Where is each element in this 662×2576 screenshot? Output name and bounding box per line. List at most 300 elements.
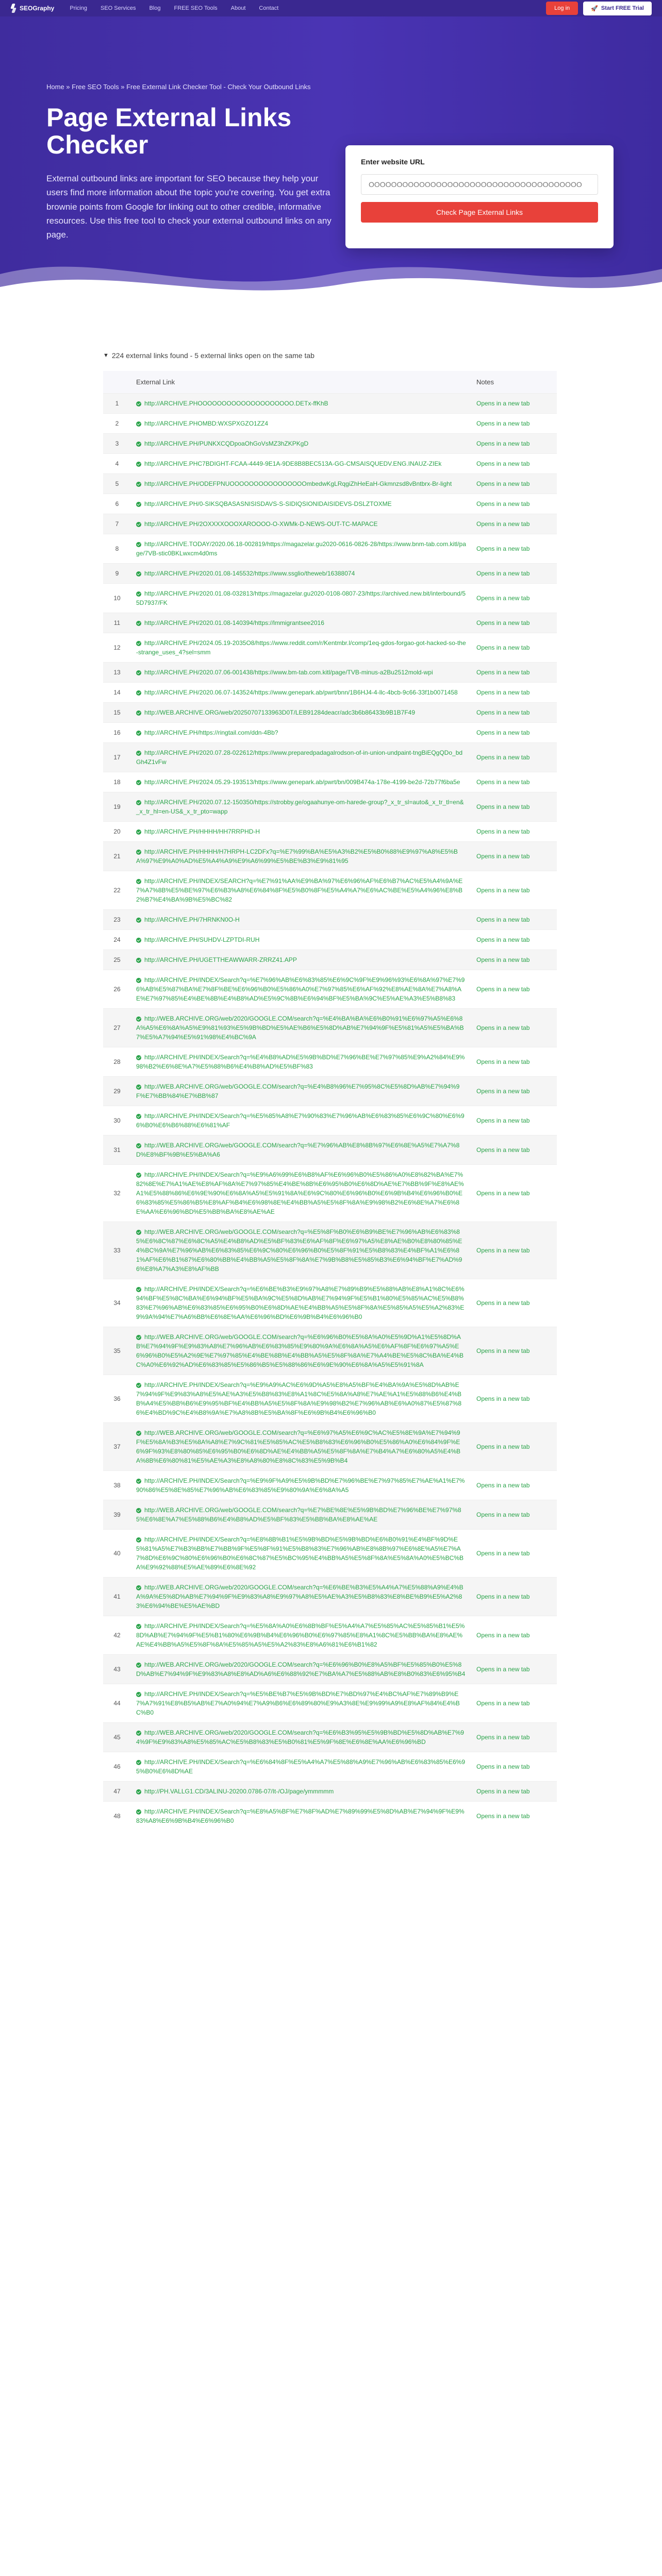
row-number: 45 <box>103 1723 131 1752</box>
external-link-cell <box>131 1500 471 1530</box>
row-number: 12 <box>103 633 131 663</box>
link-note: Opens in a new tab <box>471 792 557 822</box>
external-link-cell <box>131 1530 471 1578</box>
row-number: 21 <box>103 842 131 871</box>
link-note: Opens in a new tab <box>471 683 557 703</box>
check-circle-icon <box>136 522 141 527</box>
external-link-cell <box>131 1165 471 1222</box>
external-link-cell <box>131 1077 471 1106</box>
external-link[interactable]: http://WEB.ARCHIVE.ORG/web/GOOGLE.COM/search?q=%E7%BE%8E%E5%9B%BD%E7%96%BE%E7%97%85%E6%8E%A7%E5%88%B6%E4%B8%AD%E5%BF%83%E5%BB%BA%E8%AE%AE <box>136 1506 461 1523</box>
check-circle-icon <box>136 482 141 487</box>
external-link-cell <box>131 1578 471 1616</box>
external-link-cell <box>131 1047 471 1077</box>
column-header-notes: Notes <box>471 371 557 394</box>
logo-icon <box>10 4 16 13</box>
link-note: Opens in a new tab <box>471 1500 557 1530</box>
external-link-cell <box>131 613 471 633</box>
check-circle-icon <box>136 958 141 963</box>
table-row <box>103 1684 557 1723</box>
external-link-cell <box>131 683 471 703</box>
check-circle-icon <box>136 1143 141 1148</box>
external-link-cell <box>131 723 471 743</box>
external-link-cell <box>131 1616 471 1655</box>
login-button[interactable]: Log in <box>546 2 578 15</box>
check-circle-icon <box>136 542 141 547</box>
check-circle-icon <box>136 751 141 756</box>
external-link[interactable]: http://ARCHIVE.PH/https://ringtail.com/ddn-4Bb? <box>144 729 278 736</box>
table-row <box>103 871 557 910</box>
external-link[interactable]: http://ARCHIVE.PH/2020.06.07-143524/https://www.genepark.ab/pwrt/bnn/1B6HJ4-4-llc-4bcb-9c66-33f1b0071458 <box>144 689 458 696</box>
table-row <box>103 683 557 703</box>
link-note: Opens in a new tab <box>471 613 557 633</box>
external-link[interactable]: http://ARCHIVE.PH/INDEX/Search?q=%E5%8A%A0%E6%8B%BF%E5%A4%A7%E5%85%AC%E5%85%B1%E5%8D%AB%E7%94%9F%E5%B1%80%E6%9B%B4%E6%96%B0%E6%97%85%E8%A1%8C%E5%BB%BA%E8%AE%AE%E4%BB%A5%E5%8F%8A%E5%85%A5%E5%A2%83%E8%A6%81%E6%B1%82 <box>136 1622 465 1648</box>
link-note: Opens in a new tab <box>471 871 557 910</box>
external-link[interactable]: http://ARCHIVE.PH/INDEX/Search?q=%E8%A5%BF%E7%8F%AD%E7%89%99%E5%8D%AB%E7%94%9F%E9%83%A8%E6%9B%B4%E6%96%B0 <box>136 1808 465 1824</box>
nav-actions <box>546 2 652 15</box>
check-circle-icon <box>136 1537 141 1543</box>
external-link-cell <box>131 434 471 454</box>
external-link-cell <box>131 1655 471 1684</box>
table-row <box>103 474 557 494</box>
external-link-cell <box>131 743 471 772</box>
external-link[interactable]: http://ARCHIVE.PH/INDEX/Search?q=%E6%BE%B3%E9%97%A8%E7%89%B9%E5%88%AB%E8%A1%8C%E6%94%BF%E5%8C%BA%E6%94%BF%E5%BA%9C%E5%8D%AB%E7%94%9F%E5%B1%80%E5%85%AC%E5%B8%83%E7%96%AB%E6%83%85%E6%95%B0%E6%8D%AE%E4%BB%A5%E5%8F%8A%E5%85%A5%E5%A2%83%E9%9A%94%E7%A6%BB%E6%8E%AA%E6%96%BD%E6%9B%B4%E6%96%B0 <box>136 1285 465 1320</box>
table-row <box>103 792 557 822</box>
link-note: Opens in a new tab <box>471 1684 557 1723</box>
check-circle-icon <box>136 591 141 597</box>
link-note: Opens in a new tab <box>471 1655 557 1684</box>
row-number: 5 <box>103 474 131 494</box>
external-link-cell <box>131 1423 471 1471</box>
table-row <box>103 1106 557 1136</box>
link-note: Opens in a new tab <box>471 454 557 474</box>
external-link[interactable]: http://ARCHIVE.PH/ODEFPNUOOOOOOOOOOOOOOOOmbedwKgLRqgiZhHeEaH-Gkmnzsd8vBntbrx-Br-light <box>144 480 452 487</box>
table-row <box>103 1047 557 1077</box>
table-row <box>103 1165 557 1222</box>
link-note: Opens in a new tab <box>471 743 557 772</box>
external-link[interactable]: http://WEB.ARCHIVE.ORG/web/2020/GOOGLE.COM/search?q=%E4%BA%BA%E6%B0%91%E6%97%A5%E6%8A%A5%E6%8A%A5%E9%81%93%E5%9B%BD%E5%AE%B6%E5%8D%AB%E7%94%9F%E5%81%A5%E5%BA%B7%E5%A7%94%E5%91%98%E4%BC%9A <box>136 1015 464 1041</box>
external-link[interactable]: http://ARCHIVE.PH/INDEX/Search?q=%E9%A9%AC%E6%9D%A5%E8%A5%BF%E4%BA%9A%E5%8D%AB%E7%94%9F%E9%83%A8%E5%AE%A3%E5%B8%83%E8%A1%8C%E5%8A%A8%E7%AE%A1%E5%88%B6%E4%BB%A4%E5%BB%B6%E9%95%BF%E4%BB%A5%E5%8F%8A%E9%98%B2%E7%96%AB%E6%A0%87%E5%87%86%E4%BD%9C%E4%B8%9A%E7%A8%8B%E5%BA%8F%E6%9B%B4%E6%96%B0 <box>136 1381 462 1416</box>
nav-link-about[interactable]: About <box>230 5 246 11</box>
external-link[interactable]: http://WEB.ARCHIVE.ORG/web/2020/GOOGLE.COM/search?q=%E6%BE%B3%E5%A4%A7%E5%88%A9%E4%BA%9A%E5%8D%AB%E7%94%9F%E9%83%A8%E9%97%A8%E5%AE%A3%E5%B8%83%E8%BE%B9%E5%A2%83%E6%94%BE%E5%AE%BD <box>136 1584 464 1609</box>
external-link-cell <box>131 1802 471 1831</box>
link-note: Opens in a new tab <box>471 1165 557 1222</box>
row-number: 31 <box>103 1136 131 1165</box>
check-circle-icon <box>136 442 141 447</box>
check-circle-icon <box>136 1016 141 1022</box>
external-link-cell <box>131 663 471 683</box>
row-number: 6 <box>103 494 131 514</box>
external-link[interactable]: http://ARCHIVE.PH/HHHH/H7HRPH-LC2DFx?q=%E7%99%BA%E5%A3%B2%E5%B0%88%E9%97%A8%E5%BA%97%E9%A0%AD%E5%A4%A9%E9%A6%99%E5%BE%B3%E9%81%95 <box>136 848 458 865</box>
hero-section <box>0 16 662 305</box>
table-row <box>103 414 557 434</box>
check-circle-icon <box>136 1287 141 1292</box>
start-trial-label: Start FREE Trial <box>601 5 644 11</box>
external-link[interactable]: http://ARCHIVE.PH/2020.07.28-022612/https://www.preparedpadagalrodson-of-in-union-undpaint-tngBiEQgQDo_bdGh4Z1vFw <box>136 749 463 766</box>
check-circle-icon <box>136 1055 141 1060</box>
link-note: Opens in a new tab <box>471 1375 557 1423</box>
external-link-cell <box>131 1106 471 1136</box>
table-row <box>103 613 557 633</box>
nav-link-free-seo-tools[interactable]: FREE SEO Tools <box>174 5 218 11</box>
check-circle-icon <box>136 670 141 675</box>
link-note: Opens in a new tab <box>471 534 557 564</box>
top-navigation-bar <box>0 0 662 16</box>
link-note: Opens in a new tab <box>471 564 557 584</box>
link-note: Opens in a new tab <box>471 434 557 454</box>
external-link-cell <box>131 633 471 663</box>
link-note: Opens in a new tab <box>471 910 557 930</box>
external-link[interactable]: http://WEB.ARCHIVE.ORG/web/GOOGLE.COM/search?q=%E4%B8%96%E7%95%8C%E5%8D%AB%E7%94%9F%E7%BB%84%E7%BB%87 <box>136 1083 460 1099</box>
link-note: Opens in a new tab <box>471 494 557 514</box>
nav-link-contact[interactable]: Contact <box>259 5 279 11</box>
table-row <box>103 633 557 663</box>
link-note: Opens in a new tab <box>471 723 557 743</box>
check-circle-icon <box>136 1585 141 1590</box>
external-link[interactable]: http://WEB.ARCHIVE.ORG/web/GOOGLE.COM/search?q=%E5%8F%B0%E6%B9%BE%E7%96%AB%E6%83%85%E6%8C%87%E6%8C%A5%E4%B8%AD%E5%BF%83%E6%AF%8F%E6%97%A5%E8%AE%B0%E8%80%85%E4%BC%9A%E7%96%AB%E6%83%85%E6%9C%80%E6%96%B0%E5%8F%91%E5%B8%83%E4%BF%A1%E6%81%AF%E6%B1%87%E6%80%BB%E4%BB%A5%E5%8F%8A%E7%9B%B8%E5%85%B3%E6%94%BF%E7%AD%96%E8%A7%A3%E8%AF%BB <box>136 1228 462 1273</box>
row-number: 35 <box>103 1327 131 1375</box>
table-row <box>103 1752 557 1782</box>
table-row <box>103 1327 557 1375</box>
check-circle-icon <box>136 780 141 785</box>
check-circle-icon <box>136 502 141 507</box>
link-note: Opens in a new tab <box>471 1471 557 1500</box>
row-number: 18 <box>103 772 131 792</box>
external-link[interactable]: http://ARCHIVE.PH/INDEX/Search?q=%E7%96%AB%E6%83%85%E6%9C%9F%E9%96%93%E6%8A%97%E7%96%AB%E5%87%BA%E7%8F%BE%E6%96%B0%E5%86%A0%E7%97%85%E6%AF%92%E8%AE%8A%E7%A8%AE%E7%97%85%E4%BE%8B%E4%B8%AD%E5%9C%8B%E6%94%BF%E5%BA%9C%E5%AE%A3%E5%B8%83 <box>136 976 465 1002</box>
check-circle-icon <box>136 850 141 855</box>
external-link-cell <box>131 910 471 930</box>
external-link-cell <box>131 1222 471 1279</box>
link-note: Opens in a new tab <box>471 663 557 683</box>
row-number: 22 <box>103 871 131 910</box>
check-circle-icon <box>136 401 141 406</box>
row-number: 19 <box>103 792 131 822</box>
url-field-label: Enter website URL <box>361 158 425 166</box>
table-row <box>103 584 557 613</box>
link-note: Opens in a new tab <box>471 1106 557 1136</box>
check-circle-icon <box>136 879 141 884</box>
check-circle-icon <box>136 1663 141 1668</box>
breadcrumb[interactable]: Home » Free SEO Tools » Free External Link Checker Tool - Check Your Outbound Links <box>46 83 311 91</box>
table-row <box>103 534 557 564</box>
row-number: 46 <box>103 1752 131 1782</box>
external-link[interactable]: http://WEB.ARCHIVE.ORG/web/2020/GOOGLE.COM/search?q=%E6%96%B0%E8%A5%BF%E5%85%B0%E5%8D%AB%E7%94%9F%E9%83%A8%E8%AD%A6%E6%88%92%E7%BA%A7%E5%88%AB%E8%B0%83%E6%95%B4 <box>136 1661 466 1677</box>
check-circle-icon <box>136 918 141 923</box>
row-number: 27 <box>103 1009 131 1047</box>
link-note: Opens in a new tab <box>471 822 557 842</box>
check-circle-icon <box>136 731 141 736</box>
check-circle-icon <box>136 938 141 943</box>
row-number: 2 <box>103 414 131 434</box>
external-link[interactable]: http://ARCHIVE.PH/HHHH/HH7RRPHD-H <box>144 828 260 835</box>
external-link[interactable]: http://ARCHIVE.PHOOOOOOOOOOOOOOOOOOOO.DETx-ffKhB <box>144 400 328 407</box>
link-note: Opens in a new tab <box>471 970 557 1009</box>
nav-link-blog[interactable]: Blog <box>149 5 161 11</box>
external-link-cell <box>131 842 471 871</box>
table-row <box>103 1009 557 1047</box>
external-link-cell <box>131 950 471 970</box>
table-row <box>103 822 557 842</box>
check-circle-icon <box>136 1230 141 1235</box>
external-link[interactable]: http://ARCHIVE.PH/SUHDV-LZPTDI-RUH <box>144 936 260 943</box>
table-row <box>103 1782 557 1802</box>
external-link-cell <box>131 1279 471 1327</box>
link-note: Opens in a new tab <box>471 1616 557 1655</box>
check-circle-icon <box>136 571 141 577</box>
link-note: Opens in a new tab <box>471 414 557 434</box>
external-link[interactable]: http://WEB.ARCHIVE.ORG/web/20250707133963D0T/LEB91284deacr/adc3b6b86433b9B1B7F49 <box>144 709 416 716</box>
collapse-triangle-icon: ▼ <box>103 352 109 359</box>
external-link-cell <box>131 1782 471 1802</box>
external-link[interactable]: http://ARCHIVE.PH/UGETTHEAWWARR-ZRRZ41.APP <box>144 956 297 963</box>
hero-text-column <box>46 82 335 250</box>
external-link-cell <box>131 792 471 822</box>
external-link[interactable]: http://ARCHIVE.PH/2020.07.12-150350/https://strobby.ge/ogaahunye-om-harede-group?_x_tr_sl=auto&_x_tr_tl=en&_x_tr_hl=en-US&_x_tr_pto=wapp <box>136 799 464 815</box>
row-number: 13 <box>103 663 131 683</box>
table-row <box>103 703 557 723</box>
link-note: Opens in a new tab <box>471 1802 557 1831</box>
row-number: 40 <box>103 1530 131 1578</box>
link-note: Opens in a new tab <box>471 1530 557 1578</box>
check-circle-icon <box>136 1173 141 1178</box>
row-number: 28 <box>103 1047 131 1077</box>
external-link-cell <box>131 394 471 414</box>
nav-link-pricing[interactable]: Pricing <box>70 5 87 11</box>
start-trial-button[interactable] <box>583 2 652 15</box>
table-row <box>103 514 557 534</box>
external-link[interactable]: http://ARCHIVE.PH/2020.01.08-032813/https://magazelar.gu2020-0108-0807-23/https://archived.new.bit/interbound/55D7937/FK <box>136 590 466 606</box>
check-circle-icon <box>136 1789 141 1794</box>
check-circle-icon <box>136 1383 141 1388</box>
row-number: 7 <box>103 514 131 534</box>
external-link-cell <box>131 1752 471 1782</box>
row-number: 44 <box>103 1684 131 1723</box>
row-number: 16 <box>103 723 131 743</box>
external-link[interactable]: http://ARCHIVE.PH/INDEX/Search?q=%E9%A6%99%E6%B8%AF%E6%96%B0%E5%86%A0%E8%82%BA%E7%82%8E%E7%A1%AE%E8%AF%8A%E7%97%85%E4%BE%8B%E6%95%B0%E6%8D%AE%E7%BB%9F%E8%AE%A1%E5%88%86%E6%9E%90%E6%8A%A5%E5%91%8A%E6%9C%80%E6%96%B0%E6%9B%B4%E6%96%B0%E6%83%85%E5%86%B5%E8%AF%B4%E6%98%8E%E4%BB%A5%E5%8F%8A%E9%98%B2%E6%8E%A7%E6%8E%AA%E6%96%BD%E5%BB%BA%E8%AE%AE <box>136 1171 464 1215</box>
brand-logo[interactable] <box>10 4 54 13</box>
check-circle-icon <box>136 462 141 467</box>
page-title: Page External Links Checker <box>46 103 292 159</box>
row-number: 42 <box>103 1616 131 1655</box>
table-row <box>103 723 557 743</box>
row-number: 38 <box>103 1471 131 1500</box>
external-link[interactable]: http://ARCHIVE.TODAY/2020.06.18-002819/https://magazelar.gu2020-0616-0826-28/https://www.bnm-tab.com.kitl/page/7VB-stic0BKLwxcm4d0ms <box>136 540 466 557</box>
column-header-external-link: External Link <box>131 371 471 394</box>
table-row <box>103 1375 557 1423</box>
row-number: 20 <box>103 822 131 842</box>
table-row <box>103 454 557 474</box>
link-note: Opens in a new tab <box>471 1423 557 1471</box>
row-number: 32 <box>103 1165 131 1222</box>
external-link[interactable]: http://ARCHIVE.PH/2020.01.08-140394/https://lmmigrantsee2016 <box>144 619 324 626</box>
table-row <box>103 1802 557 1831</box>
external-link[interactable]: http://ARCHIVE.PH/PUNKXCQDpoaOhGoVsMZ3hZKPKgD <box>144 440 309 447</box>
link-note: Opens in a new tab <box>471 950 557 970</box>
row-number: 4 <box>103 454 131 474</box>
external-link[interactable]: http://WEB.ARCHIVE.ORG/web/2020/GOOGLE.COM/search?q=%E6%B3%95%E5%9B%BD%E5%8D%AB%E7%94%9F%E9%83%A8%E5%85%AC%E5%B8%83%E5%B0%81%E5%9F%8E%E6%8E%AA%E6%96%BD <box>136 1729 464 1745</box>
hero-content <box>0 16 662 250</box>
table-row <box>103 1530 557 1578</box>
check-circle-icon <box>136 800 141 805</box>
check-circle-icon <box>136 690 141 696</box>
external-links-table <box>103 371 557 1831</box>
link-note: Opens in a new tab <box>471 474 557 494</box>
link-note: Opens in a new tab <box>471 1752 557 1782</box>
external-link[interactable]: http://ARCHIVE.PH/INDEX/Search?q=%E9%9F%A9%E5%9B%BD%E7%96%BE%E7%97%85%E7%AE%A1%E7%90%86%E5%8E%85%E7%96%AB%E6%83%85%E9%80%9A%E6%8A%A5 <box>136 1477 465 1494</box>
table-row <box>103 1279 557 1327</box>
results-section <box>0 233 662 1831</box>
external-link[interactable]: http://ARCHIVE.PH/INDEX/Search?q=%E5%85%A8%E7%90%83%E7%96%AB%E6%83%85%E6%9C%80%E6%96%B0%E6%B6%88%E6%81%AF <box>136 1112 465 1129</box>
check-circle-icon <box>136 1731 141 1736</box>
link-note: Opens in a new tab <box>471 1723 557 1752</box>
check-circle-icon <box>136 829 141 835</box>
external-link[interactable]: http://ARCHIVE.PH/INDEX/Search?q=%E6%84%8F%E5%A4%A7%E5%88%A9%E7%96%AB%E6%83%85%E6%95%B0%E6%8D%AE <box>136 1758 465 1775</box>
table-row <box>103 772 557 792</box>
external-link-cell <box>131 584 471 613</box>
check-circle-icon <box>136 1479 141 1484</box>
check-circle-icon <box>136 710 141 716</box>
table-row <box>103 842 557 871</box>
check-circle-icon <box>136 978 141 983</box>
link-note: Opens in a new tab <box>471 930 557 950</box>
main-menu <box>70 5 278 11</box>
check-circle-icon <box>136 1760 141 1765</box>
row-number: 15 <box>103 703 131 723</box>
link-note: Opens in a new tab <box>471 1009 557 1047</box>
row-number: 36 <box>103 1375 131 1423</box>
row-number: 37 <box>103 1423 131 1471</box>
table-row <box>103 1500 557 1530</box>
page-description: External outbound links are important for SEO because they help your users find more information about the topic you're covering. You get extra brownie points from Google for linking out to other credible, informative resources. Use this free tool to check your external outbound links on any page. <box>46 174 332 240</box>
nav-link-seo-services[interactable]: SEO Services <box>100 5 136 11</box>
column-header-number <box>103 371 131 394</box>
hero-wave-divider <box>0 243 662 305</box>
row-number: 10 <box>103 584 131 613</box>
check-links-button[interactable]: Check Page External Links <box>361 202 598 223</box>
link-note: Opens in a new tab <box>471 703 557 723</box>
link-note: Opens in a new tab <box>471 1222 557 1279</box>
external-link-cell <box>131 454 471 474</box>
row-number: 24 <box>103 930 131 950</box>
link-note: Opens in a new tab <box>471 1047 557 1077</box>
external-link-cell <box>131 564 471 584</box>
external-link-cell <box>131 1136 471 1165</box>
row-number: 30 <box>103 1106 131 1136</box>
check-circle-icon <box>136 641 141 646</box>
row-number: 17 <box>103 743 131 772</box>
external-link-cell <box>131 1723 471 1752</box>
link-note: Opens in a new tab <box>471 1327 557 1375</box>
external-link[interactable]: http://ARCHIVE.PH/2024.05.29-193513/https://www.genepark.ab/pwrt/bn/009B474a-178e-4199-be2d-72b77f6ba5e <box>144 778 460 786</box>
table-row <box>103 394 557 414</box>
row-number: 23 <box>103 910 131 930</box>
external-link[interactable]: http://ARCHIVE.PH/2020.07.06-001438/https://www.bm-tab.com.kitl/page/TVB-minus-a2Bu2512mold-wpi <box>144 669 433 676</box>
row-number: 43 <box>103 1655 131 1684</box>
external-link-cell <box>131 494 471 514</box>
row-number: 1 <box>103 394 131 414</box>
external-link-cell <box>131 930 471 950</box>
link-note: Opens in a new tab <box>471 514 557 534</box>
table-row <box>103 494 557 514</box>
check-circle-icon <box>136 1114 141 1119</box>
external-link[interactable]: http://ARCHIVE.PH/INDEX/Search?q=%E8%8B%B1%E5%9B%BD%E5%9B%BD%E6%B0%91%E4%BF%9D%E5%81%A5%E7%B3%BB%E7%BB%9F%E5%8F%91%E5%B8%83%E7%96%AB%E8%8B%97%E6%8E%A5%E7%A7%8D%E6%9C%80%E6%96%B0%E6%8C%87%E5%BC%95%E4%BB%A5%E5%8F%8A%E5%8A%A0%E5%BC%BA%E9%92%88%E5%AE%89%E6%8E%92 <box>136 1536 464 1571</box>
link-note: Opens in a new tab <box>471 1782 557 1802</box>
external-link-cell <box>131 772 471 792</box>
table-row <box>103 1723 557 1752</box>
check-circle-icon <box>136 1624 141 1629</box>
row-number: 29 <box>103 1077 131 1106</box>
row-number: 3 <box>103 434 131 454</box>
rocket-icon: 🚀 <box>591 5 598 12</box>
external-link-cell <box>131 970 471 1009</box>
table-row <box>103 930 557 950</box>
external-link[interactable]: http://ARCHIVE.PH/7HRNKN0O-H <box>144 916 240 923</box>
external-link-cell <box>131 822 471 842</box>
check-circle-icon <box>136 1084 141 1090</box>
external-link[interactable]: http://ARCHIVE.PH/2OXXXXOOOXAROOOO-O-XWMk-D-NEWS-OUT-TC-MAPACE <box>144 520 378 528</box>
table-row <box>103 1222 557 1279</box>
table-row <box>103 1077 557 1106</box>
check-circle-icon <box>136 1335 141 1340</box>
table-row <box>103 1471 557 1500</box>
table-row <box>103 1423 557 1471</box>
table-row <box>103 910 557 930</box>
external-link-cell <box>131 414 471 434</box>
table-row <box>103 1655 557 1684</box>
table-row <box>103 743 557 772</box>
external-link[interactable]: http://WEB.ARCHIVE.ORG/web/GOOGLE.COM/search?q=%E7%96%AB%E8%8B%97%E6%8E%A5%E7%A7%8D%E8%BF%9B%E5%BA%A6 <box>136 1142 460 1158</box>
external-link[interactable]: http://ARCHIVE.PH/INDEX/SEARCH?q=%E7%91%AA%E9%BA%97%E6%96%AF%E6%B7%AC%E5%A4%9A%E7%A7%8B%E5%BE%97%E6%B3%A8%E6%84%8F%E5%B0%8F%E5%A4%A7%E6%AC%BE%E5%A4%96%E8%B2%B7%E4%BA%9B%E5%BC%82 <box>136 877 463 903</box>
external-link[interactable]: http://WEB.ARCHIVE.ORG/web/GOOGLE.COM/search?q=%E6%96%B0%E5%8A%A0%E5%9D%A1%E5%8D%AB%E7%94%9F%E9%83%A8%E7%96%AB%E6%83%85%E9%80%9A%E6%8A%A5%E6%AF%8F%E6%97%A5%E6%96%B0%E5%A2%9E%E7%97%85%E4%BE%8B%E4%BB%A5%E5%8F%8A%E7%A4%BE%E5%8C%BA%E4%BC%A0%E6%92%AD%E6%83%85%E5%86%B5%E5%88%86%E6%9E%90%E6%8A%A5%E5%91%8A <box>136 1333 464 1368</box>
link-note: Opens in a new tab <box>471 1136 557 1165</box>
table-row <box>103 950 557 970</box>
link-note: Opens in a new tab <box>471 394 557 414</box>
external-link[interactable]: http://PH.VALLG1.CD/3ALINU-20200.0786-07/It-/OJ/page/ymmmmm <box>144 1788 334 1795</box>
link-note: Opens in a new tab <box>471 584 557 613</box>
external-link[interactable]: http://ARCHIVE.PH/2024.05.19-2035O8/https://www.reddit.com/r/Kentmbr.l/comp/1eq-gdos-forgao-got-hacked-so-the-strange_uses_4?sel=smm <box>136 639 466 656</box>
row-number: 9 <box>103 564 131 584</box>
table-row <box>103 1616 557 1655</box>
external-link[interactable]: http://ARCHIVE.PHC7BDIGHT-FCAA-4449-9E1A-9DE8B8BEC513A-GG-CMSAISQUEDV.ENG.INAUZ-ZIEk <box>144 460 442 467</box>
link-note: Opens in a new tab <box>471 1578 557 1616</box>
row-number: 34 <box>103 1279 131 1327</box>
external-link-cell <box>131 703 471 723</box>
external-link[interactable]: http://ARCHIVE.PH/2020.01.08-145532/https://www.ssglio/theweb/16388074 <box>144 570 355 577</box>
external-link-cell <box>131 514 471 534</box>
row-number: 26 <box>103 970 131 1009</box>
external-link-cell <box>131 1327 471 1375</box>
check-circle-icon <box>136 1692 141 1697</box>
link-note: Opens in a new tab <box>471 633 557 663</box>
check-circle-icon <box>136 1431 141 1436</box>
external-link-cell <box>131 1375 471 1423</box>
link-note: Opens in a new tab <box>471 1077 557 1106</box>
external-link[interactable]: http://WEB.ARCHIVE.ORG/web/GOOGLE.COM/search?q=%E6%97%A5%E6%9C%AC%E5%8E%9A%E7%94%9F%E5%8A%B3%E5%8A%A8%E7%9C%81%E5%85%AC%E5%B8%83%E6%96%B0%E5%86%A0%E6%84%9F%E6%9F%93%E8%80%85%E6%95%B0%E6%8D%AE%E4%BB%A5%E5%8F%8A%E7%B4%A7%E6%80%A5%E4%BA%8B%E6%80%81%E5%AE%A3%E8%A8%80%E8%8C%83%E5%9B%B4 <box>136 1429 461 1464</box>
external-link[interactable]: http://ARCHIVE.PHOMBD:WXSPXGZO1ZZ4 <box>144 420 269 427</box>
external-link[interactable]: http://ARCHIVE.PH/INDEX/Search?q=%E4%B8%AD%E5%9B%BD%E7%96%BE%E7%97%85%E9%A2%84%E9%98%B2%E6%8E%A7%E5%88%B6%E4%B8%AD%E5%BF%83 <box>136 1054 465 1070</box>
table-header-row <box>103 371 557 394</box>
results-summary[interactable] <box>103 351 662 360</box>
external-link-cell <box>131 474 471 494</box>
check-circle-icon <box>136 621 141 626</box>
external-link-cell <box>131 871 471 910</box>
external-link[interactable]: http://ARCHIVE.PH/0-SIKSQBASASNISISDAVS-S-SIDIQSIONIDAISIDEVS-DSLZTOXME <box>144 500 392 507</box>
external-link[interactable]: http://ARCHIVE.PH/INDEX/Search?q=%E5%BE%B7%E5%9B%BD%E7%BD%97%E4%BC%AF%E7%89%B9%E7%A7%91%E8%B5%AB%E7%A0%94%E7%A9%B6%E6%89%80%E9%A3%8E%E9%99%A9%E8%AF%84%E4%BC%B0 <box>136 1690 460 1716</box>
row-number: 41 <box>103 1578 131 1616</box>
external-link-cell <box>131 1471 471 1500</box>
row-number: 33 <box>103 1222 131 1279</box>
external-link-cell <box>131 1009 471 1047</box>
brand-name: SEOGraphy <box>20 5 55 12</box>
